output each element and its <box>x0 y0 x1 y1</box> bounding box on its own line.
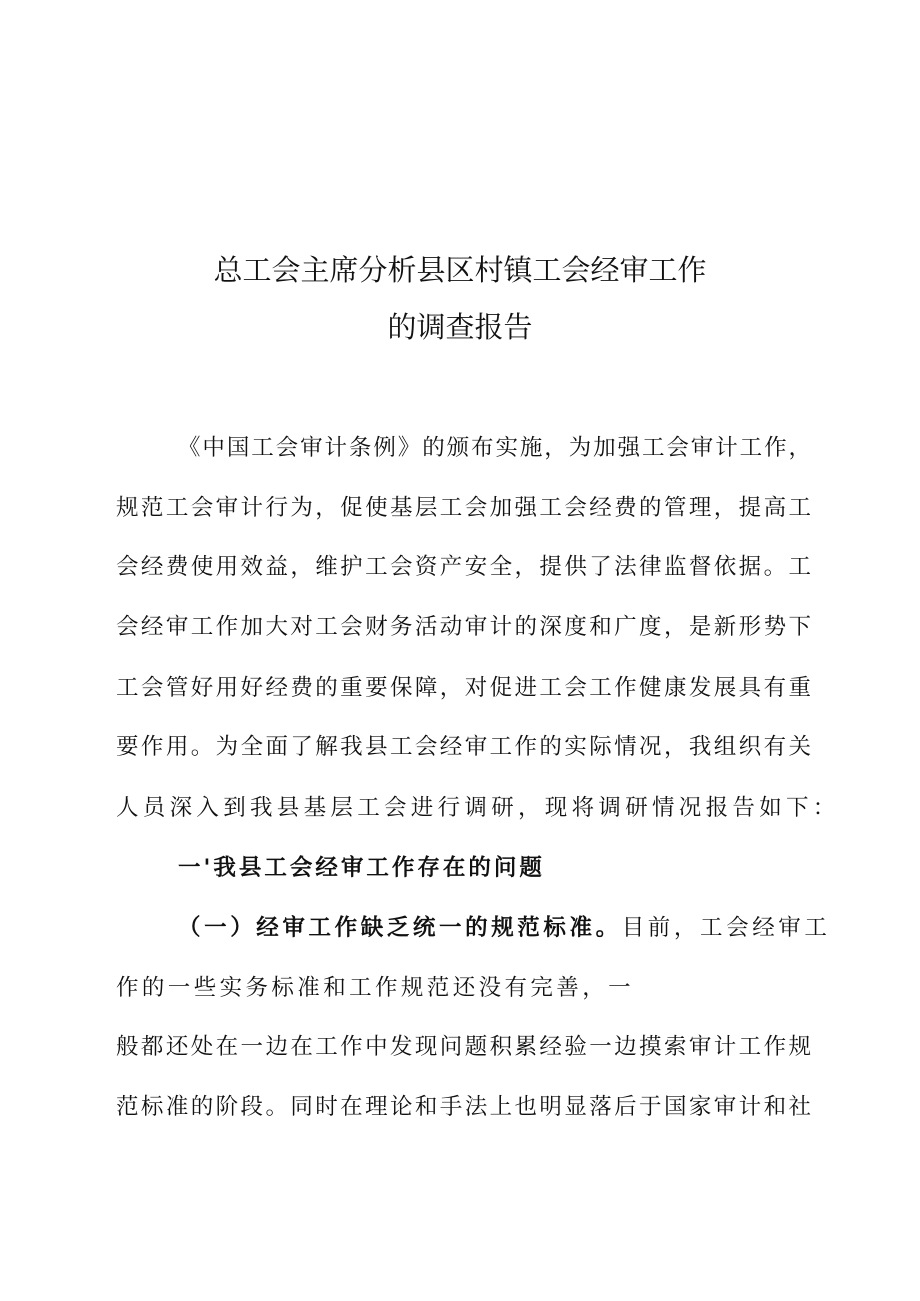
section-heading-1: 一'我县工会经审工作存在的问题 <box>178 855 545 881</box>
body-line-3: 范标准的阶段。同时在理论和手法上也明显落后于国家审计和社 <box>116 1094 811 1120</box>
document-title-line-2: 的调查报告 <box>387 310 533 344</box>
intro-line-3: 会经费使用效益，维护工会资产安全，提供了法律监督依据。工 <box>116 554 811 580</box>
subsection-line-1 <box>178 912 831 944</box>
intro-line-6: 要作用。为全面了解我县工会经审工作的实际情况，我组织有关 <box>116 734 811 760</box>
body-line-1: 作的一些实务标准和工作规范还没有完善，一 <box>116 975 635 1001</box>
intro-line-7: 人员深入到我县基层工会进行调研，现将调研情况报告如下： <box>116 795 840 821</box>
intro-line-5: 工会管好用好经费的重要保障，对促进工会工作健康发展具有重 <box>116 675 811 701</box>
body-line-2: 般都还处在一边在工作中发现问题积累经验一边摸索审计工作规 <box>116 1034 811 1060</box>
subsection-line-1-text: 目前，工会经审工 <box>621 915 831 941</box>
document-title-line-1: 总工会主席分析县区村镇工会经审工作 <box>213 253 707 287</box>
intro-line-4: 会经审工作加大对工会财务活动审计的深度和广度，是新形势下 <box>116 614 811 640</box>
intro-line-2: 规范工会审计行为，促使基层工会加强工会经费的管理，提高工 <box>116 495 811 521</box>
subsection-heading-1: （一）经审工作缺乏统一的规范标准。 <box>178 915 622 941</box>
intro-line-1: 《中国工会审计条例》的颁布实施，为加强工会审计工作， <box>178 435 811 461</box>
